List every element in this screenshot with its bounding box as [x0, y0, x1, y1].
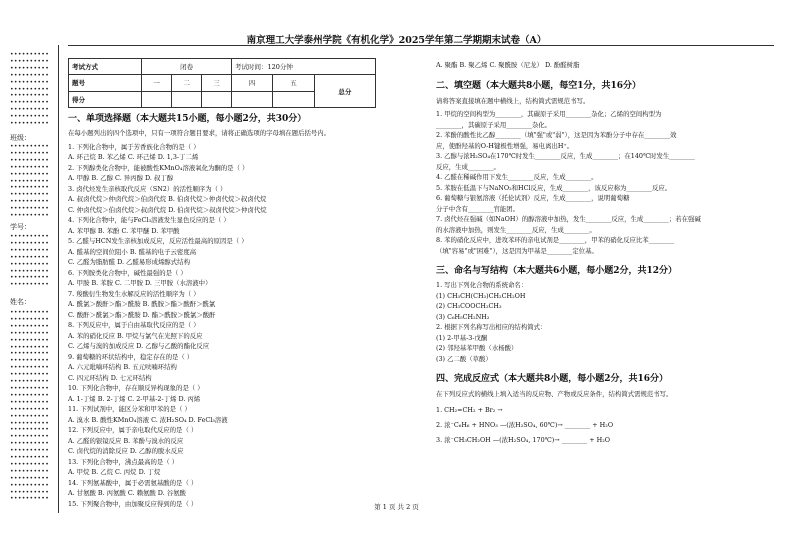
left-column [68, 112, 380, 509]
question-line: 1. 下列化合物中，属于芳香族化合物的是（ ） [68, 142, 200, 151]
section-3-heading: 三、命名与写结构（本大题共6小题，每小题2分，共12分） [436, 266, 678, 276]
question-line: A. 苯甲醇 B. 苯酚 C. 苯甲醚 D. 苯甲酸 [68, 226, 180, 235]
naming-line: (3) 乙二酸（草酸） [436, 354, 492, 363]
question-line: C. 仲卤代烷＞伯卤代烷＞叔卤代烷 D. 伯卤代烷＞叔卤代烷＞仲卤代烷 [68, 205, 267, 214]
fill-blank-line: 8. 苯的硝化反应中，进攻苯环的亲电试剂是________，甲苯的硝化反应比苯________ [436, 236, 675, 244]
naming-line: (1) CH₃CH(CH₃)CH₂CH₂OH [436, 291, 526, 300]
naming-line: (2) 邻羟基苯甲酸（水杨酸） [436, 344, 518, 352]
score-cell [232, 91, 273, 107]
binding-line-dots: •••••••••• •••••••••• •••••••••• •••••••••• •••••••••• •••••••••• •••••••••• •••••••••• •••••••••• •••••••••• •••••••••• [10, 51, 50, 128]
name-label: 姓名： [10, 298, 31, 306]
question-line: C. 酸酐＞酰氯＞酯＞酰胺 D. 酯＞酰胺＞酰氯＞酸酐 [68, 310, 216, 319]
fill-blank-line: 4. 乙醛在稀碱作用下发生________反应，生成________。 [436, 173, 598, 181]
score-cell [273, 91, 314, 107]
fill-blank-line: ________，其碳原子采用________杂化。 [436, 120, 552, 129]
right-column [436, 60, 776, 448]
col-1: 一 [142, 75, 172, 91]
exam-method-label: 考试方式 [69, 59, 142, 75]
question-line: C. 乙醛为脂肪醛 D. 乙醛易形成烯醇式结构 [68, 258, 190, 266]
page-number: 第 1 页 共 2 页 [374, 503, 419, 511]
question-line: 11. 下列试剂中，能区分苯和甲苯的是（ ） [68, 405, 191, 413]
naming-line: (3) C₆H₅CH₂NH₂ [436, 312, 490, 321]
fill-blank-line: 的水溶液中加热，则发生________反应，生成________。 [436, 225, 596, 234]
question-list [68, 142, 380, 510]
col-3: 三 [202, 75, 232, 91]
question-line: 6. 下列胺类化合物中，碱性最强的是（ ） [68, 268, 187, 277]
row-title-score: 得分 [69, 91, 142, 107]
total-label: 总分 [314, 75, 375, 108]
section-2-heading: 二、填空题（本大题共8小题，每空1分，共16分） [436, 80, 642, 91]
section-1-heading: 一、单项选择题（本大题共15小题，每小题2分，共30分） [68, 114, 307, 124]
question-line: 15. 下列聚合物中，由加聚反应得到的是（ ） [68, 499, 198, 508]
question-line: C. 四元环结构 D. 七元环结构 [68, 373, 152, 382]
naming-line: 2. 根据下列名称写出相应的结构简式： [436, 323, 547, 331]
fill-blank-line: 5. 苯胺在低温下与NaNO₂和HCl反应，生成________，该反应称为________反应。 [436, 183, 672, 192]
reaction-line: 3. 浓⁻CH₃CH₂OH —(浓H₂SO₄, 170℃)→ ________ + H₂O [436, 435, 611, 444]
question-line: 2. 下列醇类化合物中，能被酸性KMnO₄溶液氧化为酮的是（ ） [68, 163, 249, 172]
fill-blank-line: 反应，生成________。 [436, 162, 500, 171]
question-line: A. 甲醇 B. 乙醇 C. 异丙醇 D. 叔丁醇 [68, 174, 174, 182]
question-line: 9. 葡萄糖的环状结构中，稳定存在的是（ ） [68, 352, 194, 361]
reaction-line: 2. 浓⁻C₆H₆ + HNO₃ —(浓H₂SO₄, 60℃)→ ________ + H₂O [436, 420, 614, 429]
question-line: A. 乙醛的银镜反应 B. 苯酚与溴水的反应 [68, 436, 184, 445]
question-line: A. 叔卤代烷＞仲卤代烷＞伯卤代烷 B. 伯卤代烷＞仲卤代烷＞叔卤代烷 [68, 195, 267, 203]
question-line: A. 酰氯＞酸酐＞酯＞酰胺 B. 酰胺＞酯＞酸酐＞酰氯 [68, 300, 216, 308]
binding-vertical-line [58, 45, 59, 513]
fill-blank-line: 应，使酚羟基的O-H键极性增强，易电离出H⁺。 [436, 141, 574, 150]
question-line: 12. 下列反应中，属于亲电取代反应的是（ ） [68, 426, 198, 434]
fill-blank-line: 分子中含有________官能团。 [436, 204, 520, 213]
exam-method-value: 闭卷 [142, 59, 232, 75]
naming-line: (2) CH₃COOCH₂CH₃ [436, 302, 502, 310]
section-2-intro: 请将答案直接填在题中横线上，结构简式需规范书写。 [436, 96, 590, 105]
binding-line-dots: •••••••••• •••••••••• •••••••••• •••••••••• •••••••••• •••••••••• •••••••••• •••••••••• •••••••••• •••••••••• •••••••••• [10, 143, 50, 220]
naming-line: (1) 2-甲基-3-戊酮 [436, 333, 488, 342]
title-rule [68, 45, 774, 46]
question-line: A. 环己烷 B. 苯乙烯 C. 环己烯 D. 1,3-丁二烯 [68, 153, 199, 161]
binding-line-dots: •••••••••• •••••••••• •••••••••• •••••••••• •••••••••• •••••••••• •••••••••• •••••••••• [10, 233, 50, 289]
question-line: 4. 下列化合物中，能与FeCl₃溶液发生显色反应的是（ ） [68, 216, 230, 224]
fill-blank-line: （填"容易"或"困难"），这是因为甲基是________定位基。 [436, 246, 598, 255]
fill-blank-line: 6. 葡萄糖与银氨溶液（托伦试剂）反应，生成________，说明葡萄糖 [436, 194, 630, 202]
reaction-line: 1. CH₂=CH₂ + Br₂ → [436, 405, 503, 414]
col-4: 四 [232, 75, 273, 91]
question-line: C. 乙烯与溴的加成反应 D. 乙醇与乙酸的酯化反应 [68, 342, 210, 350]
student-id-label: 学号： [10, 223, 31, 231]
question-line: A. 甲胺 B. 苯胺 C. 二甲胺 D. 三甲胺（水溶液中） [68, 279, 212, 287]
question-line: 13. 下列化合物中，沸点最高的是（ ） [68, 457, 179, 466]
question-line: 10. 下列化合物中，存在顺反异构现象的是（ ） [68, 384, 204, 392]
question-line: A. 六元吡喃环结构 B. 五元呋喃环结构 [68, 363, 177, 371]
fill-blank-line: 3. 乙醇与浓H₂SO₄在170℃时发生________反应，生成________；在140℃时发生________ [436, 152, 695, 160]
naming-line: 1. 写出下列化合物的系统命名： [436, 281, 528, 289]
naming-list [436, 280, 776, 364]
col-5: 五 [273, 75, 314, 91]
question-line: C. 卤代烷的消除反应 D. 乙醇的脱水反应 [68, 447, 184, 455]
score-cell [142, 91, 172, 107]
question-line: 8. 下列反应中，属于自由基取代反应的是（ ） [68, 321, 200, 329]
question-line: A. 苯的硝化反应 B. 甲烷与氯气在光照下的反应 [68, 331, 203, 340]
q15-options: A. 聚酯 B. 聚乙烯 C. 聚酰胺（尼龙） D. 酚醛树脂 [436, 61, 580, 69]
class-label: 班级： [10, 134, 31, 142]
fill-blank-line: 2. 苯酚的酸性比乙醇________（填"强"或"弱"），这是因为苯酚分子中存在________效 [436, 131, 677, 139]
question-line: A. 甲烷 B. 乙烷 C. 丙烷 D. 丁烷 [68, 468, 161, 476]
section-4-heading: 四、完成反应式（本大题共8小题，每小题2分，共16分） [436, 374, 669, 384]
binding-line-dots: •••••••••• •••••••••• •••••••••• •••••••••• •••••••••• •••••••••• •••••••••• •••••••••• •••••••••• •••••••••• •••••••••• •••••••••• •••••••••• •••••••••• •••••••••• •••••••••• •••••••••• •••••••••• •••••••••• •••••••••• •••••••••• •••••••••• •••••••••• •••••••••• •••••••••• •••••••••• •••••••••• •••••••••• [10, 309, 50, 503]
question-line: 5. 乙醛与HCN发生亲核加成反应，反应活性最高的原因是（ ） [68, 237, 248, 245]
fill-blank-list [436, 109, 776, 256]
question-line: A. 醛基的空间位阻小 B. 醛基的电子云密度高 [68, 247, 197, 256]
section-1-intro: 在每小题列出的四个选项中，只有一项符合题目要求，请将正确选项的字母填在题后括号内。 [68, 129, 331, 137]
question-line: 14. 下列氨基酸中，属于必需氨基酸的是（ ） [68, 478, 198, 487]
question-line: A. 溴水 B. 酸性KMnO₄溶液 C. 浓H₂SO₄ D. FeCl₃溶液 [68, 415, 228, 424]
fill-blank-line: 1. 甲烷的空间构型为________，其碳原子采用________杂化；乙烯的空间构型为 [436, 110, 662, 118]
score-cell [202, 91, 232, 107]
reaction-list [436, 403, 776, 448]
question-line: A. 1-丁烯 B. 2-丁烯 C. 2-甲基-2-丁烯 D. 丙烯 [68, 394, 201, 403]
page-title: 南京理工大学泰州学院《有机化学》2025学年第二学期期末试卷（A） [246, 35, 547, 46]
fill-blank-line: 7. 卤代烃在强碱（如NaOH）的醇溶液中加热，发生________反应，生成________；若在强碱 [436, 215, 701, 223]
score-table [68, 58, 376, 108]
row-title-number: 题号 [69, 75, 142, 91]
exam-time: 考试时间：120分钟 [232, 59, 376, 75]
question-line: A. 甘氨酸 B. 丙氨酸 C. 赖氨酸 D. 谷氨酸 [68, 489, 186, 497]
question-line: 7. 羧酸衍生物发生水解反应的活性顺序为（ ） [68, 289, 200, 298]
question-line: 3. 卤代烃发生亲核取代反应（SN2）的活性顺序为（ ） [68, 184, 227, 193]
col-2: 二 [172, 75, 202, 91]
score-cell [172, 91, 202, 107]
section-4-intro: 在下列反应式的横线上填入适当的反应物、产物或反应条件，结构简式需规范书写。 [436, 390, 673, 398]
